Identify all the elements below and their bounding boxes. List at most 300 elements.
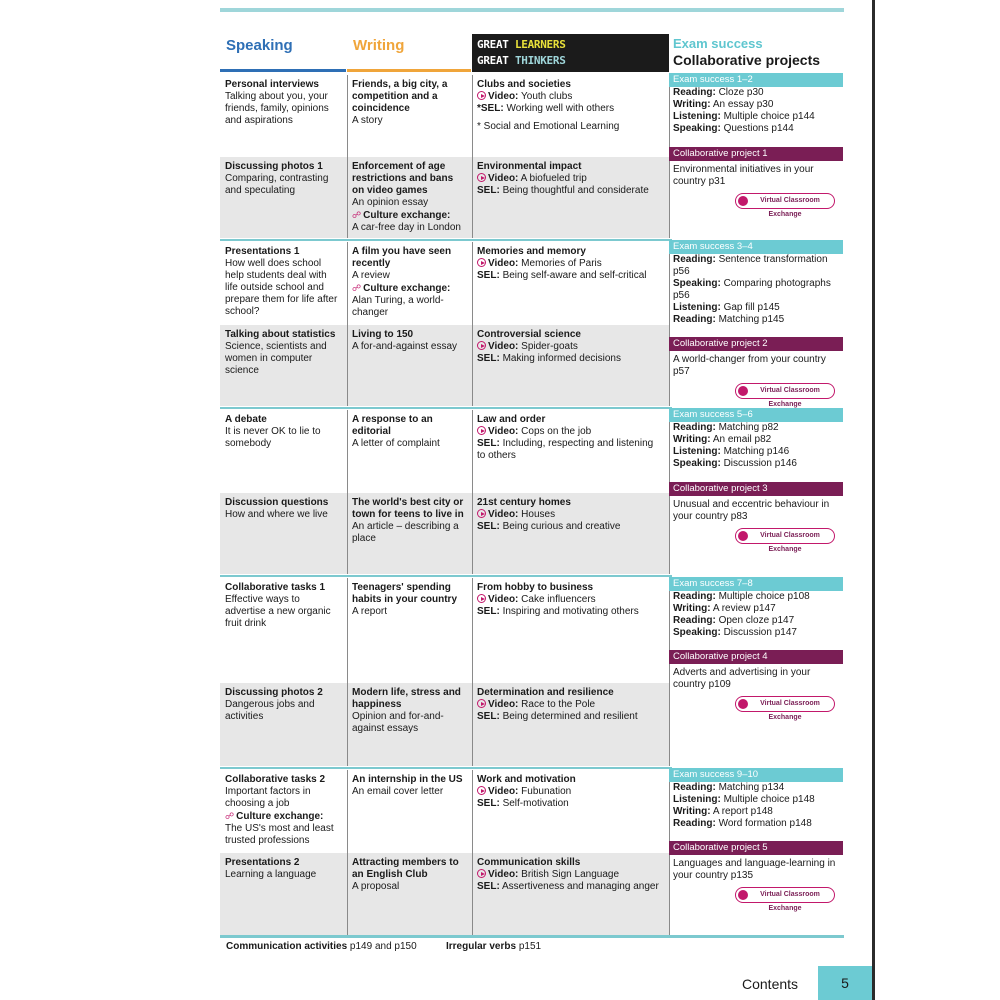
exam-line [669, 615, 843, 627]
unit-separator [220, 767, 672, 769]
exam-task: Multiple choice p148 [723, 794, 815, 805]
cell-body: Comparing, contrasting and speculating [225, 173, 329, 196]
exam-success-bar: Exam success 3–4 [669, 240, 843, 254]
play-icon [477, 91, 486, 100]
sel-text: Self-motivation [502, 798, 569, 809]
culture-exchange-label: Culture exchange: [236, 811, 324, 822]
video-label: Video: [488, 786, 519, 797]
exam-line [669, 603, 843, 615]
exam-line [669, 278, 843, 302]
cell-gl [472, 770, 669, 853]
culture-exchange-label: Culture exchange: [363, 210, 451, 221]
cell-writing [347, 325, 472, 406]
exam-line [669, 458, 843, 470]
cell-body: Dangerous jobs and activities [225, 699, 315, 722]
gl-logo-line1 [477, 38, 566, 51]
sel-text: Inspiring and motivating others [502, 606, 639, 617]
collab-project-box [669, 650, 843, 721]
sel-label: SEL: [477, 353, 500, 364]
video-title: Fubunation [521, 786, 572, 797]
sel-line [477, 270, 664, 282]
exam-line [669, 434, 843, 446]
cell-heading: Teenagers' spending habits in your country [352, 582, 458, 605]
culture-exchange-label: Culture exchange: [363, 283, 451, 294]
column-divider [347, 578, 348, 766]
collab-project-bar: Collaborative project 4 [669, 650, 843, 664]
exam-success-box [669, 408, 843, 470]
cell-body: An opinion essay [352, 197, 429, 208]
cell-heading: Collaborative tasks 2 [225, 774, 326, 785]
exam-task: Discussion p146 [723, 458, 797, 469]
play-icon [477, 869, 486, 878]
exam-skill: Reading: [673, 314, 716, 325]
collab-project-text: Environmental initiatives in your country p31 [673, 164, 814, 187]
cell-writing [347, 853, 472, 935]
video-title: Cake influencers [521, 594, 596, 605]
exam-success-bar: Exam success 1–2 [669, 73, 843, 87]
virtual-classroom-badge [735, 383, 835, 408]
collab-project-box [669, 147, 843, 218]
sel-label: SEL: [477, 711, 500, 722]
vce-icon [738, 531, 748, 541]
cell-heading: Friends, a big city, a competition and a coincidence [352, 79, 448, 114]
collab-project-text: Unusual and eccentric behaviour in your country p83 [673, 499, 830, 522]
header-speaking-underline [220, 69, 346, 72]
cell-speaking [220, 578, 347, 683]
cell-gl [472, 242, 669, 325]
sel-footnote: * Social and Emotional Learning [477, 121, 620, 132]
page-edge [872, 0, 875, 1000]
exam-skill: Writing: [673, 806, 711, 817]
sel-line [477, 881, 664, 893]
column-divider [472, 410, 473, 574]
column-divider [347, 770, 348, 935]
exam-task: Questions p144 [723, 123, 794, 134]
cell-speaking [220, 493, 347, 574]
sel-line [477, 103, 664, 115]
vce-label: Virtual Classroom Exchange [760, 700, 820, 721]
footer-communication [226, 941, 417, 952]
exam-line [669, 302, 843, 314]
globe-icon: ☍ [225, 811, 235, 821]
vce-icon [738, 699, 748, 709]
play-icon [477, 594, 486, 603]
exam-success-bar: Exam success 9–10 [669, 768, 843, 782]
cell-heading: Work and motivation [477, 774, 576, 785]
exam-line [669, 782, 843, 794]
cell-heading: Determination and resilience [477, 687, 614, 698]
cell-heading: Discussion questions [225, 497, 329, 508]
sel-line [477, 185, 664, 197]
unit-separator [220, 575, 672, 577]
sel-text: Including, respecting and listening to others [477, 438, 654, 461]
cell-body: Opinion and for-and-against essays [352, 711, 444, 734]
video-title: A biofueled trip [520, 173, 587, 184]
exam-task: An essay p30 [712, 99, 774, 110]
gl-learners: LEARNERS [514, 38, 566, 51]
globe-icon: ☍ [352, 283, 362, 293]
video-title: Youth clubs [521, 91, 573, 102]
sel-text: Making informed decisions [502, 353, 621, 364]
cell-body: Science, scientists and women in computer science [225, 341, 327, 376]
cell-writing [347, 75, 472, 157]
cell-heading: Controversial science [477, 329, 581, 340]
gl-thinkers: THINKERS [514, 54, 566, 67]
exam-task: Multiple choice p144 [723, 111, 815, 122]
exam-skill: Listening: [673, 302, 721, 313]
column-divider [347, 75, 348, 238]
cell-heading: Presentations 2 [225, 857, 300, 868]
exam-skill: Speaking: [673, 123, 721, 134]
sel-label: SEL: [477, 185, 500, 196]
video-title: Memories of Paris [521, 258, 602, 269]
video-line [477, 91, 664, 103]
exam-line [669, 818, 843, 830]
cell-heading: Environmental impact [477, 161, 582, 172]
play-icon [477, 258, 486, 267]
collab-project-text: Languages and language-learning in your country p135 [673, 858, 836, 881]
exam-line [669, 123, 843, 135]
column-divider [347, 242, 348, 406]
exam-task: Matching p145 [718, 314, 785, 325]
exam-skill: Writing: [673, 99, 711, 110]
cell-heading: The world's best city or town for teens to live in [352, 497, 464, 520]
video-line [477, 173, 664, 185]
cell-speaking [220, 410, 347, 493]
culture-exchange-line [225, 810, 342, 823]
cell-heading: 21st century homes [477, 497, 571, 508]
culture-exchange-text: The US's most and least trusted professions [225, 823, 334, 846]
sel-label: SEL: [477, 881, 500, 892]
sel-line [477, 606, 664, 618]
exam-task: Comparing photographs p56 [673, 278, 831, 301]
exam-skill: Listening: [673, 111, 721, 122]
sel-line [477, 711, 664, 723]
cell-body: A for-and-against essay [352, 341, 458, 352]
cell-heading: Law and order [477, 414, 546, 425]
cell-body: Effective ways to advertise a new organic fruit drink [225, 594, 331, 629]
collab-project-box [669, 337, 843, 408]
play-icon [477, 341, 486, 350]
video-line [477, 869, 664, 881]
exam-task: Discussion p147 [723, 627, 797, 638]
exam-task: Cloze p30 [718, 87, 764, 98]
video-label: Video: [488, 426, 519, 437]
video-line [477, 786, 664, 798]
exam-task: Sentence transformation p56 [673, 254, 828, 277]
exam-line [669, 314, 843, 326]
virtual-classroom-badge [735, 696, 835, 721]
exam-skill: Reading: [673, 87, 716, 98]
cell-gl [472, 853, 669, 935]
cell-heading: Memories and memory [477, 246, 586, 257]
exam-skill: Reading: [673, 818, 716, 829]
sel-text: Being determined and resilient [502, 711, 638, 722]
exam-task: Matching p134 [718, 782, 785, 793]
gl-great-2: GREAT [477, 54, 515, 67]
header-writing-label: Writing [353, 37, 405, 54]
cell-body: It is never OK to lie to somebody [225, 426, 321, 449]
header-great-learners [472, 34, 669, 72]
sel-line [477, 798, 664, 810]
cell-heading: Enforcement of age restrictions and bans on video games [352, 161, 454, 196]
collab-project-box [669, 482, 843, 553]
cell-gl [472, 683, 669, 766]
footer-irr-label: Irregular verbs [446, 941, 517, 952]
video-label: Video: [488, 699, 519, 710]
cell-heading: Talking about statistics [225, 329, 336, 340]
virtual-classroom-badge [735, 887, 835, 912]
cell-heading: Communication skills [477, 857, 581, 868]
exam-skill: Writing: [673, 603, 711, 614]
cell-heading: Modern life, stress and happiness [352, 687, 461, 710]
collab-project-box [669, 841, 843, 912]
column-divider [472, 770, 473, 935]
exam-task: Matching p82 [718, 422, 779, 433]
video-title: Spider-goats [521, 341, 578, 352]
cell-writing [347, 410, 472, 493]
play-icon [477, 426, 486, 435]
vce-icon [738, 196, 748, 206]
cell-writing [347, 493, 472, 574]
play-icon [477, 786, 486, 795]
collab-project-bar: Collaborative project 2 [669, 337, 843, 351]
cell-heading: A film you have seen recently [352, 246, 452, 269]
sel-label: SEL: [477, 521, 500, 532]
exam-task: A review p147 [712, 603, 776, 614]
cell-heading: Living to 150 [352, 329, 414, 340]
video-title: Houses [521, 509, 556, 520]
column-divider [472, 242, 473, 406]
exam-line [669, 422, 843, 434]
sel-line [477, 521, 664, 533]
cell-heading: Discussing photos 1 [225, 161, 323, 172]
page-number: 5 [818, 966, 872, 1000]
header-writing-underline [347, 69, 471, 72]
vce-icon [738, 890, 748, 900]
cell-speaking [220, 157, 347, 238]
cell-body: A letter of complaint [352, 438, 440, 449]
exam-line [669, 806, 843, 818]
cell-body: A report [352, 606, 388, 617]
exam-task: Word formation p148 [718, 818, 812, 829]
virtual-classroom-badge [735, 528, 835, 553]
exam-skill: Speaking: [673, 627, 721, 638]
exam-skill: Listening: [673, 794, 721, 805]
cell-speaking [220, 853, 347, 935]
vce-label: Virtual Classroom Exchange [760, 891, 820, 912]
cell-heading: Presentations 1 [225, 246, 300, 257]
footer-comm-label: Communication activities [226, 941, 348, 952]
cell-heading: An internship in the US [352, 774, 463, 785]
cell-gl [472, 493, 669, 574]
video-line [477, 426, 664, 438]
culture-exchange-line [352, 282, 467, 295]
video-label: Video: [488, 869, 519, 880]
cell-gl [472, 410, 669, 493]
cell-writing [347, 578, 472, 683]
exam-skill: Reading: [673, 254, 716, 265]
exam-line [669, 254, 843, 278]
cell-body: An email cover letter [352, 786, 444, 797]
sel-label: SEL: [477, 606, 500, 617]
globe-icon: ☍ [352, 210, 362, 220]
collab-project-bar: Collaborative project 1 [669, 147, 843, 161]
culture-exchange-line [352, 209, 467, 222]
exam-task: Matching p146 [723, 446, 790, 457]
cell-body: Learning a language [225, 869, 317, 880]
sel-text: Being self-aware and self-critical [502, 270, 647, 281]
column-divider [472, 75, 473, 238]
exam-task: Open cloze p147 [718, 615, 795, 626]
footer-rule [220, 935, 844, 938]
cell-speaking [220, 242, 347, 325]
video-line [477, 258, 664, 270]
exam-skill: Writing: [673, 434, 711, 445]
play-icon [477, 699, 486, 708]
sel-label: SEL: [477, 798, 500, 809]
gl-logo-line2 [477, 54, 566, 67]
unit-separator [220, 407, 672, 409]
exam-line [669, 794, 843, 806]
cell-heading: Clubs and societies [477, 79, 571, 90]
cell-heading: Personal interviews [225, 79, 319, 90]
cell-speaking [220, 683, 347, 766]
cell-heading: Collaborative tasks 1 [225, 582, 326, 593]
cell-writing [347, 770, 472, 853]
sel-text: Being thoughtful and considerate [502, 185, 649, 196]
video-label: Video: [488, 258, 519, 269]
video-label: Video: [488, 509, 519, 520]
cell-speaking [220, 75, 347, 157]
vce-label: Virtual Classroom Exchange [760, 197, 820, 218]
sel-line [477, 438, 664, 462]
video-line [477, 594, 664, 606]
exam-task: An email p82 [712, 434, 772, 445]
top-rule [220, 8, 844, 12]
exam-skill: Reading: [673, 591, 716, 602]
cell-writing [347, 683, 472, 766]
cell-gl [472, 75, 669, 157]
sel-label: SEL: [477, 270, 500, 281]
cell-gl [472, 157, 669, 238]
cell-heading: Discussing photos 2 [225, 687, 323, 698]
cell-heading: Attracting members to an English Club [352, 857, 459, 880]
header-speaking-label: Speaking [226, 37, 293, 54]
vce-label: Virtual Classroom Exchange [760, 387, 820, 408]
collab-project-bar: Collaborative project 5 [669, 841, 843, 855]
cell-body: A review [352, 270, 390, 281]
play-icon [477, 173, 486, 182]
exam-task: A report p148 [712, 806, 773, 817]
exam-line [669, 87, 843, 99]
cell-gl [472, 325, 669, 406]
video-label: Video: [488, 173, 519, 184]
exam-success-bar: Exam success 7–8 [669, 577, 843, 591]
header-exam [673, 34, 843, 72]
header-writing [347, 34, 471, 72]
sel-text: Working well with others [506, 103, 615, 114]
header-speaking [220, 34, 346, 72]
exam-success-box [669, 768, 843, 830]
exam-skill: Speaking: [673, 458, 721, 469]
cell-body: A proposal [352, 881, 400, 892]
video-label: Video: [488, 341, 519, 352]
culture-exchange-text: Alan Turing, a world-changer [352, 295, 444, 318]
collab-project-text: A world-changer from your country p57 [673, 354, 826, 377]
exam-skill: Reading: [673, 615, 716, 626]
cell-speaking [220, 770, 347, 853]
video-title: Cops on the job [521, 426, 592, 437]
cell-body: Talking about you, your friends, family, opinions and aspirations [225, 91, 329, 126]
culture-exchange-text: A car-free day in London [352, 222, 461, 233]
cell-body: How and where we live [225, 509, 328, 520]
cell-body: How well does school help students deal with life outside school and prepare them for life after school? [225, 258, 338, 317]
exam-line [669, 591, 843, 603]
exam-line [669, 627, 843, 639]
sel-label: SEL: [477, 438, 500, 449]
column-divider [472, 578, 473, 766]
video-line [477, 341, 664, 353]
video-title: British Sign Language [521, 869, 620, 880]
exam-skill: Speaking: [673, 278, 721, 289]
cell-writing [347, 157, 472, 238]
cell-heading: From hobby to business [477, 582, 594, 593]
exam-task: Multiple choice p108 [718, 591, 810, 602]
collab-project-text: Adverts and advertising in your country p109 [673, 667, 811, 690]
video-label: Video: [488, 91, 519, 102]
vce-label: Virtual Classroom Exchange [760, 532, 820, 553]
column-divider [347, 410, 348, 574]
cell-body: Important factors in choosing a job [225, 786, 311, 809]
video-label: Video: [488, 594, 519, 605]
video-line [477, 699, 664, 711]
exam-success-box [669, 73, 843, 135]
cell-writing [347, 242, 472, 325]
exam-skill: Reading: [673, 422, 716, 433]
cell-gl [472, 578, 669, 683]
footer-comm-pages: p149 and p150 [347, 941, 417, 952]
exam-success-box [669, 577, 843, 639]
sel-line [477, 353, 664, 365]
header-collab-projects: Collaborative projects [673, 52, 821, 68]
video-title: Race to the Pole [521, 699, 596, 710]
sel-text: Assertiveness and managing anger [502, 881, 659, 892]
exam-task: Gap fill p145 [723, 302, 780, 313]
exam-success-box [669, 240, 843, 326]
cell-heading: A response to an editorial [352, 414, 433, 437]
gl-great-1: GREAT [477, 38, 515, 51]
sel-text: Being curious and creative [502, 521, 621, 532]
cell-body: A story [352, 115, 383, 126]
sel-label: *SEL: [477, 103, 504, 114]
footer-irregular [446, 941, 541, 952]
virtual-classroom-badge [735, 193, 835, 218]
exam-skill: Listening: [673, 446, 721, 457]
exam-line [669, 99, 843, 111]
cell-body: An article – describing a place [352, 521, 459, 544]
exam-success-bar: Exam success 5–6 [669, 408, 843, 422]
header-exam-success: Exam success [673, 36, 763, 51]
exam-line [669, 446, 843, 458]
unit-separator [220, 239, 672, 241]
play-icon [477, 509, 486, 518]
cell-speaking [220, 325, 347, 406]
collab-project-bar: Collaborative project 3 [669, 482, 843, 496]
exam-line [669, 111, 843, 123]
footer-irr-pages: p151 [516, 941, 542, 952]
contents-label: Contents [742, 976, 799, 992]
